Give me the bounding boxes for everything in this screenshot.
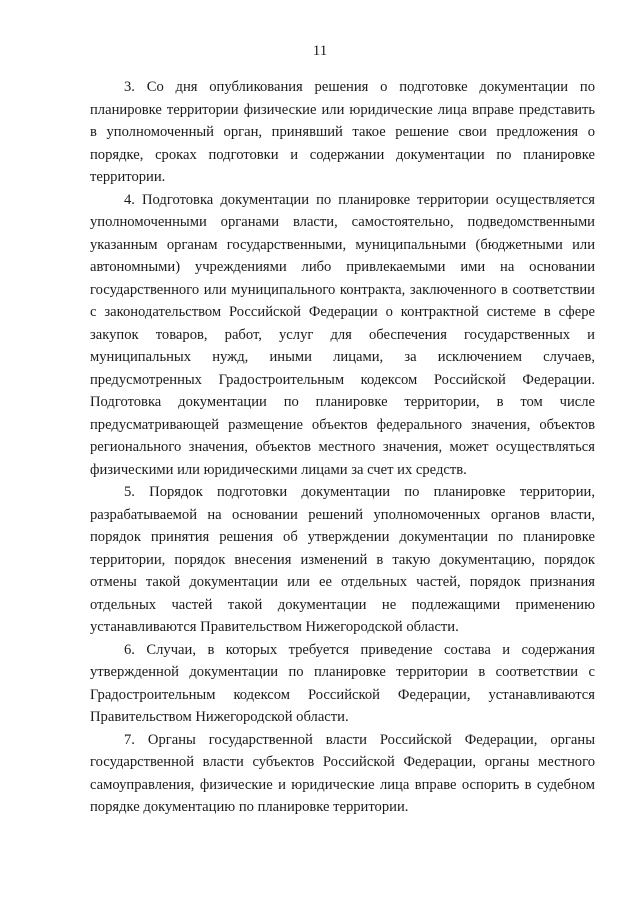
page-number: 11 [312,43,328,59]
paragraph-4: 4. Подготовка документации по планировке территории осуществляется уполномоченными органами власти, самостоятельно, подведомственными указанным органам государственными, муниципальными (бюджетными или автономными) учреждениями либо привлекаемыми ими на основании государственного или муниципального контракта, заключенного в соответствии с законодательством Российской Федерации о контрактной системе в сфере закупок товаров, работ, услуг для обеспечения государственных и муниципальных нужд, иными лицами, за исключением случаев, предусмотренных Градостроительным кодексом Российской Федерации. Подготовка документации по планировке территории, в том числе предусматривающей размещение объектов федерального значения, объектов регионального значения, объектов местного значения, может осуществляться физическими или юридическими лицами за счет их средств. [90,191,595,478]
paragraph-5: 5. Порядок подготовки документации по планировке территории, разрабатываемой на основании решений уполномоченных органов власти, порядок принятия решения об утверждении документации по планировке территории, порядок внесения изменений в такую документацию, порядок отмены такой документации или ее отдельных частей, порядок признания отдельных частей такой документации не подлежащими применению устанавливаются Правительством Нижегородской области. [90,484,595,635]
document-body [90,76,595,819]
paragraph-7: 7. Органы государственной власти Российской Федерации, органы государственной власти субъектов Российской Федерации, органы местного самоуправления, физические и юридические лица вправе оспорить в судебном порядке документацию по планировке территории. [90,731,595,815]
paragraph-3: 3. Со дня опубликования решения о подготовке документации по планировке территории физические или юридические лица вправе представить в уполномоченный орган, принявший такое решение свои предложения о порядке, сроках подготовки и содержании документации по планировке территории. [90,79,595,185]
paragraph-6: 6. Случаи, в которых требуется приведение состава и содержания утвержденной документации по планировке территории в соответствии с Градостроительным кодексом Российской Федерации, устанавливаются Правительством Нижегородской области. [90,641,595,725]
